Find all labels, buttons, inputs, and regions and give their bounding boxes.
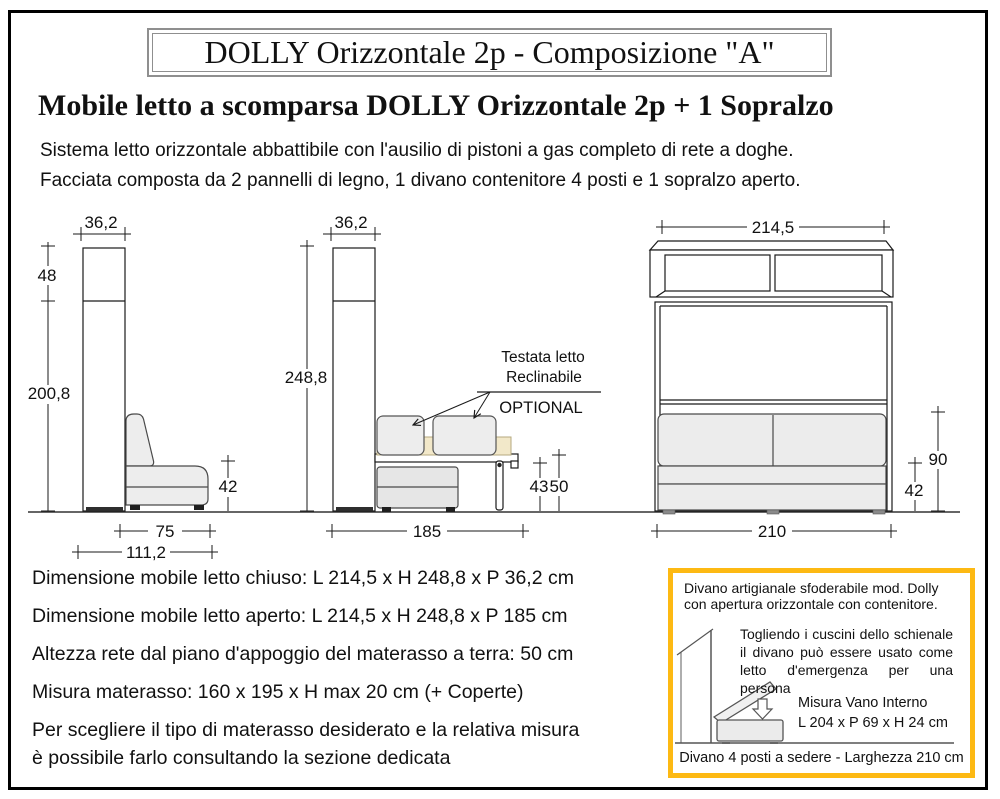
dim-label-width-top: 214,5	[751, 218, 795, 237]
spec-closed-dimensions: Dimensione mobile letto chiuso: L 214,5 x H 248,8 x P 36,2 cm	[32, 567, 574, 589]
info-intro-line-2: con apertura orizzontale con contenitore.	[684, 596, 938, 612]
dim-label-cabinet-height: 200,8	[27, 384, 71, 403]
dim-label-sofa-width: 210	[757, 522, 787, 541]
page-title: DOLLY Orizzontale 2p - Composizione "A"	[204, 34, 775, 70]
open-cabinet-column	[333, 248, 375, 511]
title-box	[147, 28, 832, 77]
intro-line-1: Sistema letto orizzontale abbattibile con l'ausilio di pistoni a gas completo di rete a doghe.	[40, 140, 794, 161]
dim-label-sofa-height: 90	[928, 450, 948, 469]
cabinet-base	[86, 507, 123, 511]
sofa-base-band	[658, 484, 886, 510]
sofa-backrest-side	[126, 414, 154, 466]
vano-interno-label: Misura Vano Interno	[798, 695, 928, 711]
spec-bed-height: Altezza rete dal piano d'appoggio del materasso a terra: 50 cm	[32, 643, 574, 665]
note-reclinabile: Reclinabile	[506, 369, 582, 386]
note-testata-letto: Testata letto	[501, 349, 585, 366]
sofa-seat-band	[658, 466, 886, 484]
sopralzo-front	[650, 250, 893, 297]
bed-leg	[496, 461, 503, 510]
dim-label-sofa-depth: 75	[155, 522, 175, 541]
info-intro-line-1: Divano artigianale sfoderabile mod. Dolly	[684, 580, 939, 596]
spec-mattress-size: Misura materasso: 160 x 195 x H max 20 cm (+ Coperte)	[32, 681, 524, 703]
dim-label-depth-closed: 36,2	[84, 213, 118, 232]
sofa-info-box	[668, 568, 975, 778]
product-heading: Mobile letto a scomparsa DOLLY Orizzontale 2p + 1 Sopralzo	[38, 89, 834, 122]
drawing-closed-side	[26, 213, 242, 562]
intro-line-2: Facciata composta da 2 pannelli di legno, 1 divano contenitore 4 posti e 1 sopralzo aperto.	[40, 170, 801, 191]
info-body-text: Togliendo i cuscini dello schienale il divano può essere usato come letto d'emergenza per una persona	[740, 626, 953, 696]
dim-label-seat-height-front: 42	[904, 481, 924, 500]
sopralzo-top	[650, 241, 893, 250]
info-footer: Divano 4 posti a sedere - Larghezza 210 cm	[679, 750, 964, 766]
dim-label-sopralzo-height: 48	[37, 266, 57, 285]
optional-note	[413, 349, 601, 425]
storage-box	[717, 720, 783, 741]
closed-cabinet-column	[83, 248, 125, 511]
dim-label-total-depth: 111,2	[125, 543, 167, 562]
dim-label-frame-height: 43	[529, 477, 549, 496]
spec-open-dimensions: Dimensione mobile letto aperto: L 214,5 x H 248,8 x P 185 cm	[32, 605, 568, 627]
note-optional: OPTIONAL	[499, 399, 583, 417]
dim-label-bed-height: 50	[549, 477, 569, 496]
technical-drawings	[0, 200, 1000, 565]
drawing-front-view	[650, 218, 951, 541]
dim-label-open-depth: 185	[412, 522, 442, 541]
dim-label-depth-open-top: 36,2	[334, 213, 368, 232]
sofa-seat-side	[126, 466, 208, 505]
dim-label-total-height: 248,8	[284, 368, 328, 387]
vano-interno-dimensions: L 204 x P 69 x H 24 cm	[798, 715, 948, 731]
headboard-cushion-1	[377, 416, 424, 455]
dim-label-seat-height: 42	[218, 477, 238, 496]
drawing-open-side	[281, 213, 601, 541]
spec-mattress-note-1: Per scegliere il tipo di materasso desiderato e la relativa misura	[32, 719, 580, 741]
sofa-backrest-front	[658, 414, 886, 466]
spec-mattress-note-2: è possibile farlo consultando la sezione dedicata	[32, 747, 451, 769]
headboard-cushion-2	[433, 416, 496, 455]
